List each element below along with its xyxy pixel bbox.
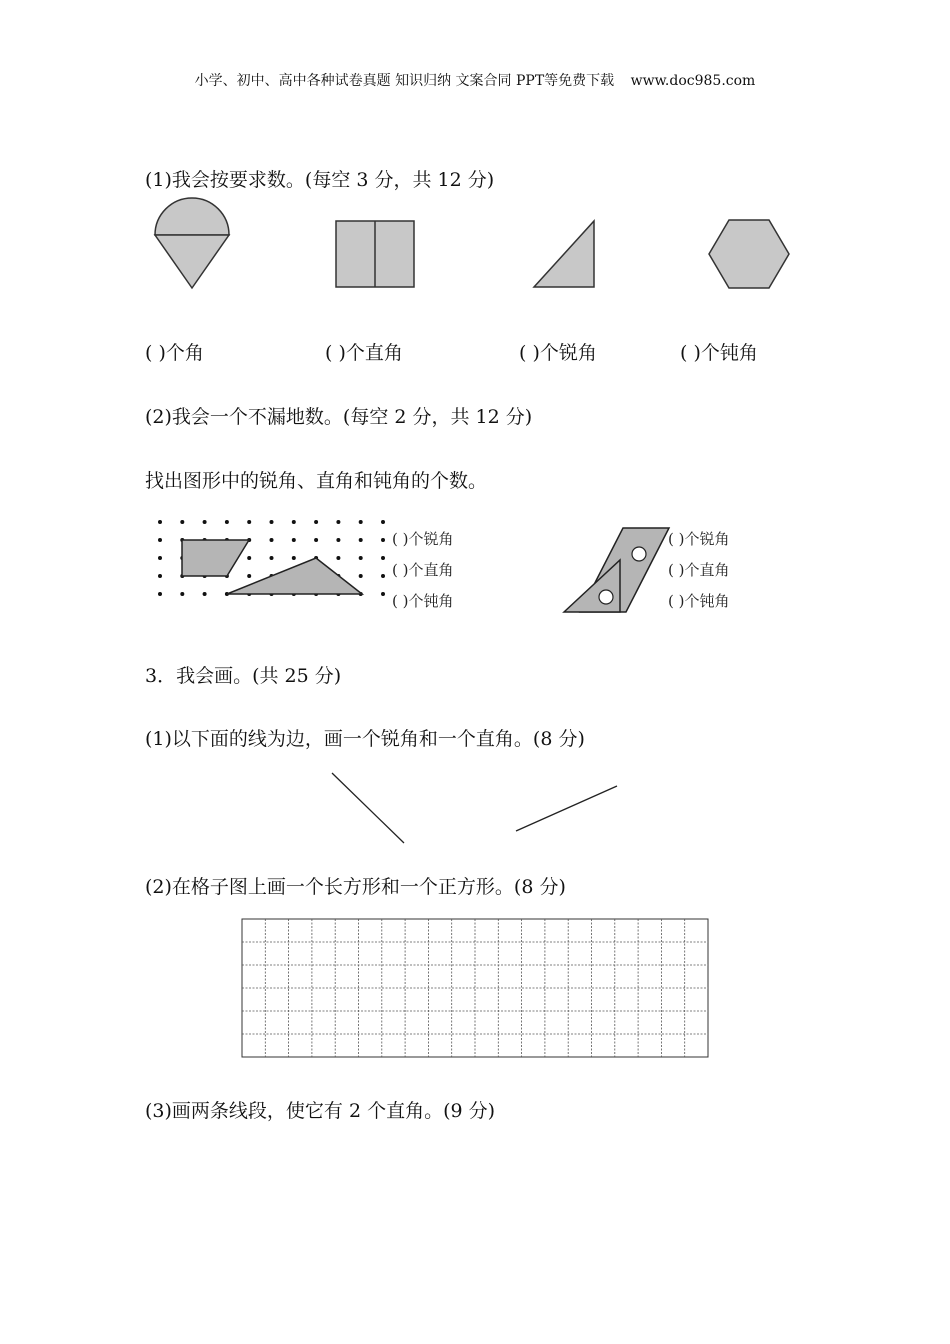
question-2-title: (2)我会一个不漏地数。(每空 2 分，共 12 分) (145, 406, 533, 428)
blank-right-angles[interactable]: ( )个直角 (325, 342, 403, 364)
right-blank-right[interactable]: ( )个直角 (668, 561, 730, 579)
header-text: 小学、初中、高中各种试卷真题 知识归纳 文案合同 PPT等免费下载 (194, 73, 615, 89)
left-blank-right[interactable]: ( )个直角 (392, 561, 454, 579)
blank-acute-angles[interactable]: ( )个锐角 (519, 342, 597, 364)
right-blank-acute[interactable]: ( )个锐角 (668, 530, 730, 548)
blank-obtuse-angles[interactable]: ( )个钝角 (680, 342, 758, 364)
question-1-title: (1)我会按要求数。(每空 3 分，共 12 分) (145, 169, 495, 191)
header-site: www.doc985.com (630, 73, 756, 89)
section-3-title: 3．我会画。(共 25 分) (145, 665, 342, 687)
left-blank-acute[interactable]: ( )个锐角 (392, 530, 454, 548)
line-segment-left (332, 773, 404, 843)
question-2-instruction: 找出图形中的锐角、直角和钝角的个数。 (145, 470, 488, 492)
line-segment-right (516, 786, 617, 831)
left-blank-obtuse[interactable]: ( )个钝角 (392, 592, 454, 610)
right-blank-obtuse[interactable]: ( )个钝角 (668, 592, 730, 610)
blank-angles[interactable]: ( )个角 (145, 342, 204, 364)
section-3-part-1: (1)以下面的线为边，画一个锐角和一个直角。(8 分) (145, 728, 585, 750)
section-3-part-3: (3)画两条线段，使它有 2 个直角。(9 分) (145, 1100, 496, 1122)
section-3-part-2: (2)在格子图上画一个长方形和一个正方形。(8 分) (145, 876, 566, 898)
drawing-grid[interactable] (242, 919, 708, 1058)
